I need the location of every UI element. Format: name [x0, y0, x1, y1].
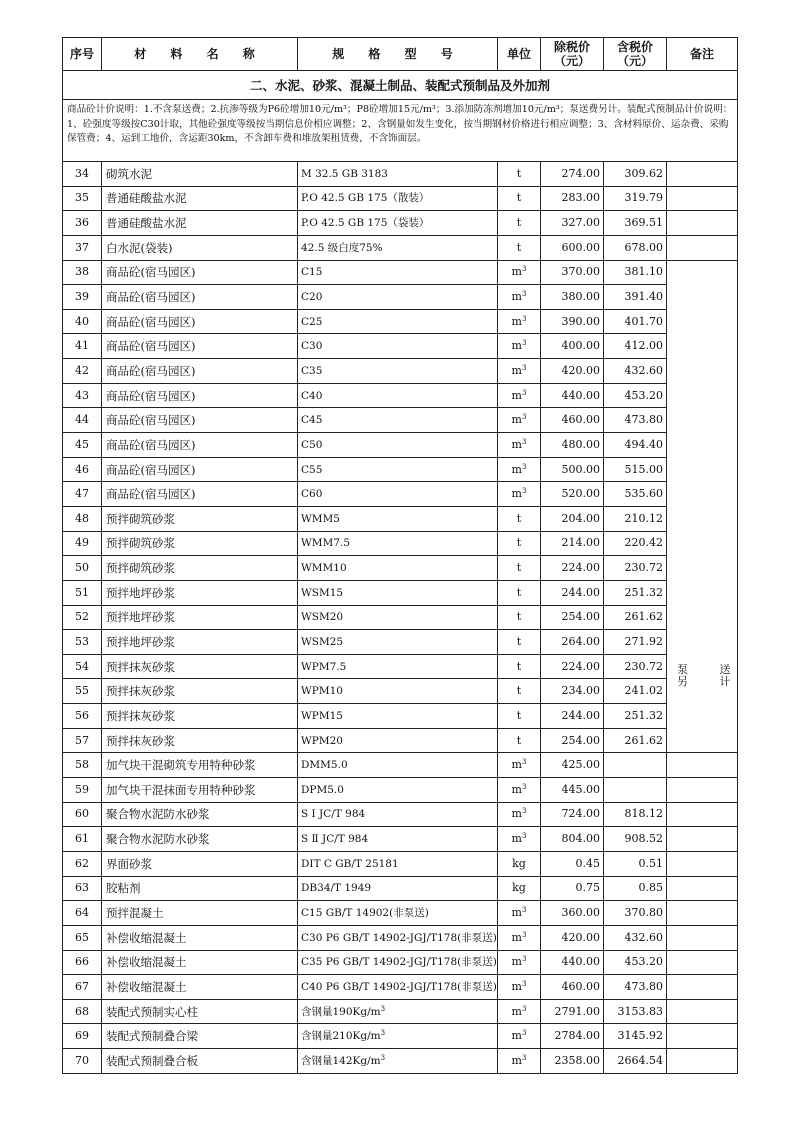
table-row [63, 901, 738, 926]
row-unit: $m^3$ [498, 778, 541, 803]
table-row [63, 580, 738, 605]
row-unit: $m^3$ [498, 975, 541, 1000]
row-price-ex: 600.00 [541, 235, 604, 260]
row-spec: WPM20 [298, 728, 498, 753]
row-price-inc: 251.32 [604, 704, 667, 729]
row-remark [667, 778, 738, 803]
table-row [63, 531, 738, 556]
row-unit: t [498, 630, 541, 655]
row-remark [667, 753, 738, 778]
row-price-inc: 432.60 [604, 925, 667, 950]
row-spec: C55 [298, 457, 498, 482]
row-spec: S Ⅱ JC/T 984 [298, 827, 498, 852]
row-spec: DMM5.0 [298, 753, 498, 778]
row-name: 预拌抹灰砂浆 [102, 728, 298, 753]
row-no: 36 [63, 211, 102, 236]
row-price-ex: 274.00 [541, 162, 604, 187]
row-price-inc: 401.70 [604, 309, 667, 334]
row-unit: $m^3$ [498, 827, 541, 852]
row-no: 57 [63, 728, 102, 753]
row-spec: DB34/T 1949 [298, 876, 498, 901]
item-rows [63, 162, 745, 1074]
row-price-ex: 244.00 [541, 580, 604, 605]
row-no: 70 [63, 1049, 102, 1074]
remark-merged: 泵 送 另 计 [667, 260, 738, 753]
section-title-row [63, 71, 738, 100]
pricing-note: 商品砼计价说明：1.不含泵送费；2.抗渗等级为P6砼增加10元/m³；P8砼增加15元/m³；3.添加防冻剂增加10元/m³；泵送费另计。装配式预制品计价说明：1、砼强度等级按C30计取，其他砼强度等级按当期信息价相应调整；2、含钢量如发生变化，按当期钢材价格进行相应调整；3、含材料原价、运杂费、采购保管费；4、运到工地价，含运距30km，不含卸车费和堆放架租赁费，不含饰面层。 [63, 100, 738, 162]
row-price-inc: 432.60 [604, 359, 667, 384]
row-price-inc: 818.12 [604, 802, 667, 827]
row-spec: C60 [298, 482, 498, 507]
row-price-inc: 271.92 [604, 630, 667, 655]
row-price-inc: 3145.92 [604, 1024, 667, 1049]
row-no: 39 [63, 285, 102, 310]
row-price-inc: 251.32 [604, 580, 667, 605]
table-row [63, 605, 738, 630]
section-title: 二、水泥、砂浆、混凝土制品、装配式预制品及外加剂 [63, 71, 738, 100]
table-row [63, 925, 738, 950]
row-no: 59 [63, 778, 102, 803]
row-spec: C35 [298, 359, 498, 384]
row-name: 预拌地坪砂浆 [102, 630, 298, 655]
row-remark [667, 975, 738, 1000]
row-no: 67 [63, 975, 102, 1000]
row-price-inc: 0.51 [604, 851, 667, 876]
row-name: 白水泥(袋装) [102, 235, 298, 260]
row-price-ex: 380.00 [541, 285, 604, 310]
row-price-inc: 261.62 [604, 728, 667, 753]
table-row [63, 704, 738, 729]
row-spec: C40 [298, 383, 498, 408]
row-unit: $m^3$ [498, 383, 541, 408]
row-name: 商品砼(宿马园区) [102, 383, 298, 408]
row-unit: t [498, 186, 541, 211]
row-name: 商品砼(宿马园区) [102, 309, 298, 334]
row-name: 商品砼(宿马园区) [102, 260, 298, 285]
row-spec: M 32.5 GB 3183 [298, 162, 498, 187]
row-unit: $m^3$ [498, 925, 541, 950]
table-row [63, 457, 738, 482]
row-price-ex: 224.00 [541, 654, 604, 679]
row-unit: t [498, 679, 541, 704]
row-price-ex: 804.00 [541, 827, 604, 852]
table-row [63, 433, 738, 458]
row-name: 商品砼(宿马园区) [102, 285, 298, 310]
header-name: 材 料 名 称 [102, 38, 298, 71]
row-price-ex: 520.00 [541, 482, 604, 507]
table-row [63, 1024, 738, 1049]
header-price-inc-label: 含税价 [616, 40, 653, 54]
row-no: 63 [63, 876, 102, 901]
row-unit: $m^3$ [498, 901, 541, 926]
row-no: 56 [63, 704, 102, 729]
table-row [63, 359, 738, 384]
row-no: 44 [63, 408, 102, 433]
table-row [63, 556, 738, 581]
table-row [63, 851, 738, 876]
row-spec: C15 [298, 260, 498, 285]
row-remark [667, 162, 738, 187]
table-row [63, 1049, 738, 1074]
row-price-ex: 420.00 [541, 925, 604, 950]
row-price-inc: 453.20 [604, 383, 667, 408]
row-price-ex: 214.00 [541, 531, 604, 556]
row-unit: t [498, 531, 541, 556]
table-row [63, 827, 738, 852]
row-price-inc: 473.80 [604, 975, 667, 1000]
table-row [63, 999, 738, 1024]
row-price-inc: 261.62 [604, 605, 667, 630]
row-price-ex: 390.00 [541, 309, 604, 334]
row-remark [667, 1024, 738, 1049]
row-price-ex: 0.75 [541, 876, 604, 901]
row-name: 补偿收缩混凝土 [102, 925, 298, 950]
table-row [63, 162, 738, 187]
row-name: 装配式预制叠合梁 [102, 1024, 298, 1049]
row-spec: DPM5.0 [298, 778, 498, 803]
row-no: 48 [63, 506, 102, 531]
row-spec: WSM15 [298, 580, 498, 605]
row-price-inc: 453.20 [604, 950, 667, 975]
row-no: 62 [63, 851, 102, 876]
row-spec: P.O 42.5 GB 175（散装） [298, 186, 498, 211]
row-unit: $m^3$ [498, 260, 541, 285]
row-spec: C30 P6 GB/T 14902-JGJ/T178(非泵送) [298, 925, 498, 950]
row-unit: kg [498, 851, 541, 876]
row-spec: P.O 42.5 GB 175（袋装） [298, 211, 498, 236]
row-spec: C15 GB/T 14902(非泵送) [298, 901, 498, 926]
header-price-inc [604, 38, 667, 71]
row-name: 普通硅酸盐水泥 [102, 211, 298, 236]
row-remark [667, 802, 738, 827]
row-no: 61 [63, 827, 102, 852]
row-spec: WPM15 [298, 704, 498, 729]
row-price-inc: 3153.83 [604, 999, 667, 1024]
row-price-ex: 480.00 [541, 433, 604, 458]
row-remark [667, 876, 738, 901]
row-price-inc: 391.40 [604, 285, 667, 310]
row-unit: $m^3$ [498, 950, 541, 975]
row-price-inc: 309.62 [604, 162, 667, 187]
row-name: 商品砼(宿马园区) [102, 408, 298, 433]
row-spec: C20 [298, 285, 498, 310]
table-row [63, 186, 738, 211]
row-unit: $m^3$ [498, 285, 541, 310]
row-unit: $m^3$ [498, 359, 541, 384]
header-price-ex-unit: （元） [553, 54, 590, 68]
row-name: 商品砼(宿马园区) [102, 334, 298, 359]
row-price-ex: 400.00 [541, 334, 604, 359]
row-no: 64 [63, 901, 102, 926]
table-row [63, 630, 738, 655]
table-row [63, 211, 738, 236]
row-spec: DIT C GB/T 25181 [298, 851, 498, 876]
row-name: 预拌抹灰砂浆 [102, 654, 298, 679]
row-no: 35 [63, 186, 102, 211]
row-remark [667, 211, 738, 236]
row-price-ex: 224.00 [541, 556, 604, 581]
row-price-ex: 204.00 [541, 506, 604, 531]
row-no: 41 [63, 334, 102, 359]
row-price-ex: 445.00 [541, 778, 604, 803]
row-spec: C30 [298, 334, 498, 359]
row-price-ex: 500.00 [541, 457, 604, 482]
row-price-inc: 370.80 [604, 901, 667, 926]
table-row [63, 482, 738, 507]
row-no: 69 [63, 1024, 102, 1049]
row-spec: WMM5 [298, 506, 498, 531]
row-unit: t [498, 605, 541, 630]
header-price-ex-label: 除税价 [553, 40, 590, 54]
row-unit: $m^3$ [498, 753, 541, 778]
row-name: 普通硅酸盐水泥 [102, 186, 298, 211]
row-price-inc: 0.85 [604, 876, 667, 901]
row-name: 聚合物水泥防水砂浆 [102, 827, 298, 852]
row-no: 58 [63, 753, 102, 778]
row-name: 预拌砌筑砂浆 [102, 506, 298, 531]
row-name: 加气块干混抹面专用特种砂浆 [102, 778, 298, 803]
row-price-ex: 254.00 [541, 605, 604, 630]
row-price-ex: 460.00 [541, 408, 604, 433]
price-table [62, 37, 745, 1074]
row-unit: t [498, 704, 541, 729]
row-name: 预拌抹灰砂浆 [102, 679, 298, 704]
table-row [63, 975, 738, 1000]
row-spec: C40 P6 GB/T 14902-JGJ/T178(非泵送) [298, 975, 498, 1000]
row-unit: t [498, 728, 541, 753]
table-row [63, 506, 738, 531]
row-no: 40 [63, 309, 102, 334]
row-spec: 含钢量$210Kg/m^3$ [298, 1024, 498, 1049]
row-no: 54 [63, 654, 102, 679]
row-no: 55 [63, 679, 102, 704]
row-price-ex: 2784.00 [541, 1024, 604, 1049]
row-price-ex: 254.00 [541, 728, 604, 753]
header-spec: 规 格 型 号 [298, 38, 498, 71]
row-price-ex: 425.00 [541, 753, 604, 778]
header-no: 序号 [63, 38, 102, 71]
row-unit: $m^3$ [498, 1049, 541, 1074]
row-spec: WMM7.5 [298, 531, 498, 556]
table-row [63, 778, 738, 803]
row-spec: C35 P6 GB/T 14902-JGJ/T178(非泵送) [298, 950, 498, 975]
row-unit: t [498, 556, 541, 581]
row-spec: WMM10 [298, 556, 498, 581]
row-unit: kg [498, 876, 541, 901]
table-row [63, 285, 738, 310]
row-price-inc: 230.72 [604, 556, 667, 581]
row-price-ex: 327.00 [541, 211, 604, 236]
row-unit: $m^3$ [498, 457, 541, 482]
row-price-inc: 220.42 [604, 531, 667, 556]
row-remark [667, 925, 738, 950]
row-unit: $m^3$ [498, 482, 541, 507]
row-price-ex: 234.00 [541, 679, 604, 704]
row-name: 砌筑水泥 [102, 162, 298, 187]
row-price-inc: 2664.54 [604, 1049, 667, 1074]
row-price-ex: 244.00 [541, 704, 604, 729]
row-no: 49 [63, 531, 102, 556]
row-price-ex: 370.00 [541, 260, 604, 285]
row-remark [667, 851, 738, 876]
row-price-ex: 420.00 [541, 359, 604, 384]
row-remark [667, 827, 738, 852]
row-price-inc: 381.10 [604, 260, 667, 285]
row-no: 50 [63, 556, 102, 581]
row-no: 38 [63, 260, 102, 285]
row-unit: t [498, 506, 541, 531]
row-name: 商品砼(宿马园区) [102, 482, 298, 507]
table-row [63, 876, 738, 901]
row-no: 47 [63, 482, 102, 507]
row-name: 预拌砌筑砂浆 [102, 556, 298, 581]
row-price-inc: 678.00 [604, 235, 667, 260]
table-row [63, 408, 738, 433]
table-row [63, 309, 738, 334]
row-price-inc: 230.72 [604, 654, 667, 679]
header-unit: 单位 [498, 38, 541, 71]
table-row [63, 753, 738, 778]
row-price-ex: 440.00 [541, 950, 604, 975]
row-name: 补偿收缩混凝土 [102, 950, 298, 975]
table-row [63, 950, 738, 975]
row-unit: $m^3$ [498, 408, 541, 433]
row-price-ex: 2358.00 [541, 1049, 604, 1074]
row-no: 34 [63, 162, 102, 187]
row-price-inc: 494.40 [604, 433, 667, 458]
row-unit: t [498, 580, 541, 605]
row-name: 预拌地坪砂浆 [102, 605, 298, 630]
row-price-inc: 369.51 [604, 211, 667, 236]
row-no: 45 [63, 433, 102, 458]
row-no: 65 [63, 925, 102, 950]
row-spec: 42.5 级白度75% [298, 235, 498, 260]
table-row [63, 679, 738, 704]
row-spec: WSM20 [298, 605, 498, 630]
row-price-inc: 210.12 [604, 506, 667, 531]
row-unit: t [498, 654, 541, 679]
row-price-inc: 412.00 [604, 334, 667, 359]
row-price-inc [604, 778, 667, 803]
row-spec: C25 [298, 309, 498, 334]
table-row [63, 728, 738, 753]
row-unit: t [498, 235, 541, 260]
row-remark [667, 999, 738, 1024]
row-name: 预拌混凝土 [102, 901, 298, 926]
row-price-inc: 241.02 [604, 679, 667, 704]
row-no: 52 [63, 605, 102, 630]
row-name: 商品砼(宿马园区) [102, 457, 298, 482]
row-remark [667, 950, 738, 975]
row-no: 37 [63, 235, 102, 260]
row-spec: WPM10 [298, 679, 498, 704]
table-row [63, 334, 738, 359]
row-no: 60 [63, 802, 102, 827]
table-row [63, 654, 738, 679]
row-name: 预拌地坪砂浆 [102, 580, 298, 605]
row-price-ex: 264.00 [541, 630, 604, 655]
row-spec: WPM7.5 [298, 654, 498, 679]
row-spec: WSM25 [298, 630, 498, 655]
row-spec: 含钢量$190Kg/m^3$ [298, 999, 498, 1024]
row-price-ex: 0.45 [541, 851, 604, 876]
row-no: 66 [63, 950, 102, 975]
header-price-ex [541, 38, 604, 71]
row-price-inc: 515.00 [604, 457, 667, 482]
row-price-inc: 535.60 [604, 482, 667, 507]
table-row [63, 260, 738, 285]
row-name: 装配式预制实心柱 [102, 999, 298, 1024]
row-price-ex: 360.00 [541, 901, 604, 926]
row-name: 加气块干混砌筑专用特种砂浆 [102, 753, 298, 778]
note-row [63, 100, 738, 162]
row-no: 51 [63, 580, 102, 605]
row-no: 42 [63, 359, 102, 384]
row-name: 装配式预制叠合板 [102, 1049, 298, 1074]
row-price-inc [604, 753, 667, 778]
row-no: 53 [63, 630, 102, 655]
row-spec: C45 [298, 408, 498, 433]
row-name: 商品砼(宿马园区) [102, 359, 298, 384]
row-price-ex: 283.00 [541, 186, 604, 211]
header-price-inc-unit: （元） [616, 54, 653, 68]
row-name: 预拌抹灰砂浆 [102, 704, 298, 729]
row-price-ex: 440.00 [541, 383, 604, 408]
row-name: 补偿收缩混凝土 [102, 975, 298, 1000]
table-row [63, 235, 738, 260]
row-price-inc: 473.80 [604, 408, 667, 433]
row-name: 预拌砌筑砂浆 [102, 531, 298, 556]
row-no: 68 [63, 999, 102, 1024]
table-row [63, 383, 738, 408]
header-remark: 备注 [667, 38, 738, 71]
row-unit: t [498, 211, 541, 236]
row-no: 43 [63, 383, 102, 408]
header-row [63, 38, 738, 71]
row-unit: $m^3$ [498, 433, 541, 458]
row-spec: C50 [298, 433, 498, 458]
row-unit: $m^3$ [498, 999, 541, 1024]
row-spec: S Ⅰ JC/T 984 [298, 802, 498, 827]
row-name: 聚合物水泥防水砂浆 [102, 802, 298, 827]
row-unit: $m^3$ [498, 309, 541, 334]
row-price-ex: 2791.00 [541, 999, 604, 1024]
row-unit: $m^3$ [498, 1024, 541, 1049]
row-unit: t [498, 162, 541, 187]
row-unit: $m^3$ [498, 334, 541, 359]
row-price-ex: 460.00 [541, 975, 604, 1000]
row-remark [667, 1049, 738, 1074]
row-remark [667, 901, 738, 926]
row-price-ex: 724.00 [541, 802, 604, 827]
row-name: 商品砼(宿马园区) [102, 433, 298, 458]
row-price-inc: 908.52 [604, 827, 667, 852]
row-name: 胶粘剂 [102, 876, 298, 901]
row-remark [667, 186, 738, 211]
row-name: 界面砂浆 [102, 851, 298, 876]
row-no: 46 [63, 457, 102, 482]
row-spec: 含钢量$142Kg/m^3$ [298, 1049, 498, 1074]
table-row [63, 802, 738, 827]
row-remark [667, 235, 738, 260]
row-price-inc: 319.79 [604, 186, 667, 211]
row-unit: $m^3$ [498, 802, 541, 827]
